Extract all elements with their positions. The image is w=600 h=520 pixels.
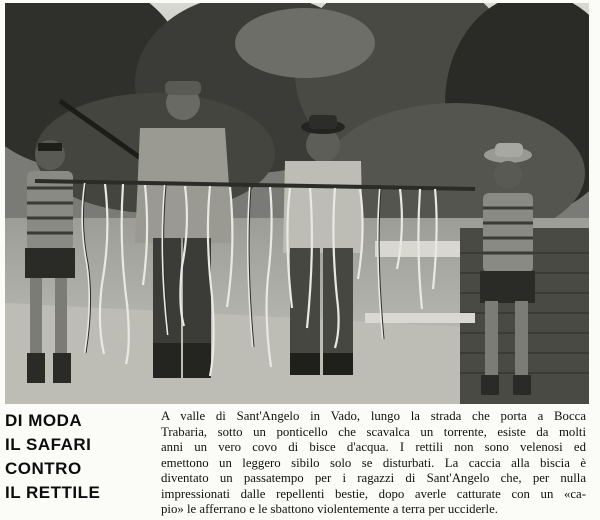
article-line-1: A valle di Sant'Angelo in Vado, lungo la strada che porta a Bocca — [161, 409, 586, 423]
headline-line-3: CONTRO — [5, 459, 82, 478]
article-body — [161, 409, 586, 518]
headline — [5, 409, 155, 505]
article-line-3: anni un vero covo di bisce d'acqua. I rettili non sono velenosi ed — [161, 440, 586, 454]
article-line-5: diventato un passatempo per i ragazzi di Sant'Angelo che, per nulla — [161, 471, 586, 485]
photo-snake-hunters — [5, 3, 589, 404]
article-line-2: Trabaria, sotto un ponticello che scavalca un torrente, esiste da molti — [161, 424, 586, 439]
headline-line-2: IL SAFARI — [5, 435, 92, 454]
article-line-7: pio» le afferrano e le sbattono violentemente a terra per ucciderle. — [161, 502, 498, 516]
headline-line-1: DI MODA — [5, 411, 83, 430]
headline-line-4: IL RETTILE — [5, 483, 101, 502]
article-line-6: impressionati dalle repellenti bestie, dopo averle catturate con un «ca- — [161, 486, 586, 501]
article-line-4: emettono un leggero sibilo solo se disturbati. La caccia alla biscia è — [161, 455, 586, 470]
